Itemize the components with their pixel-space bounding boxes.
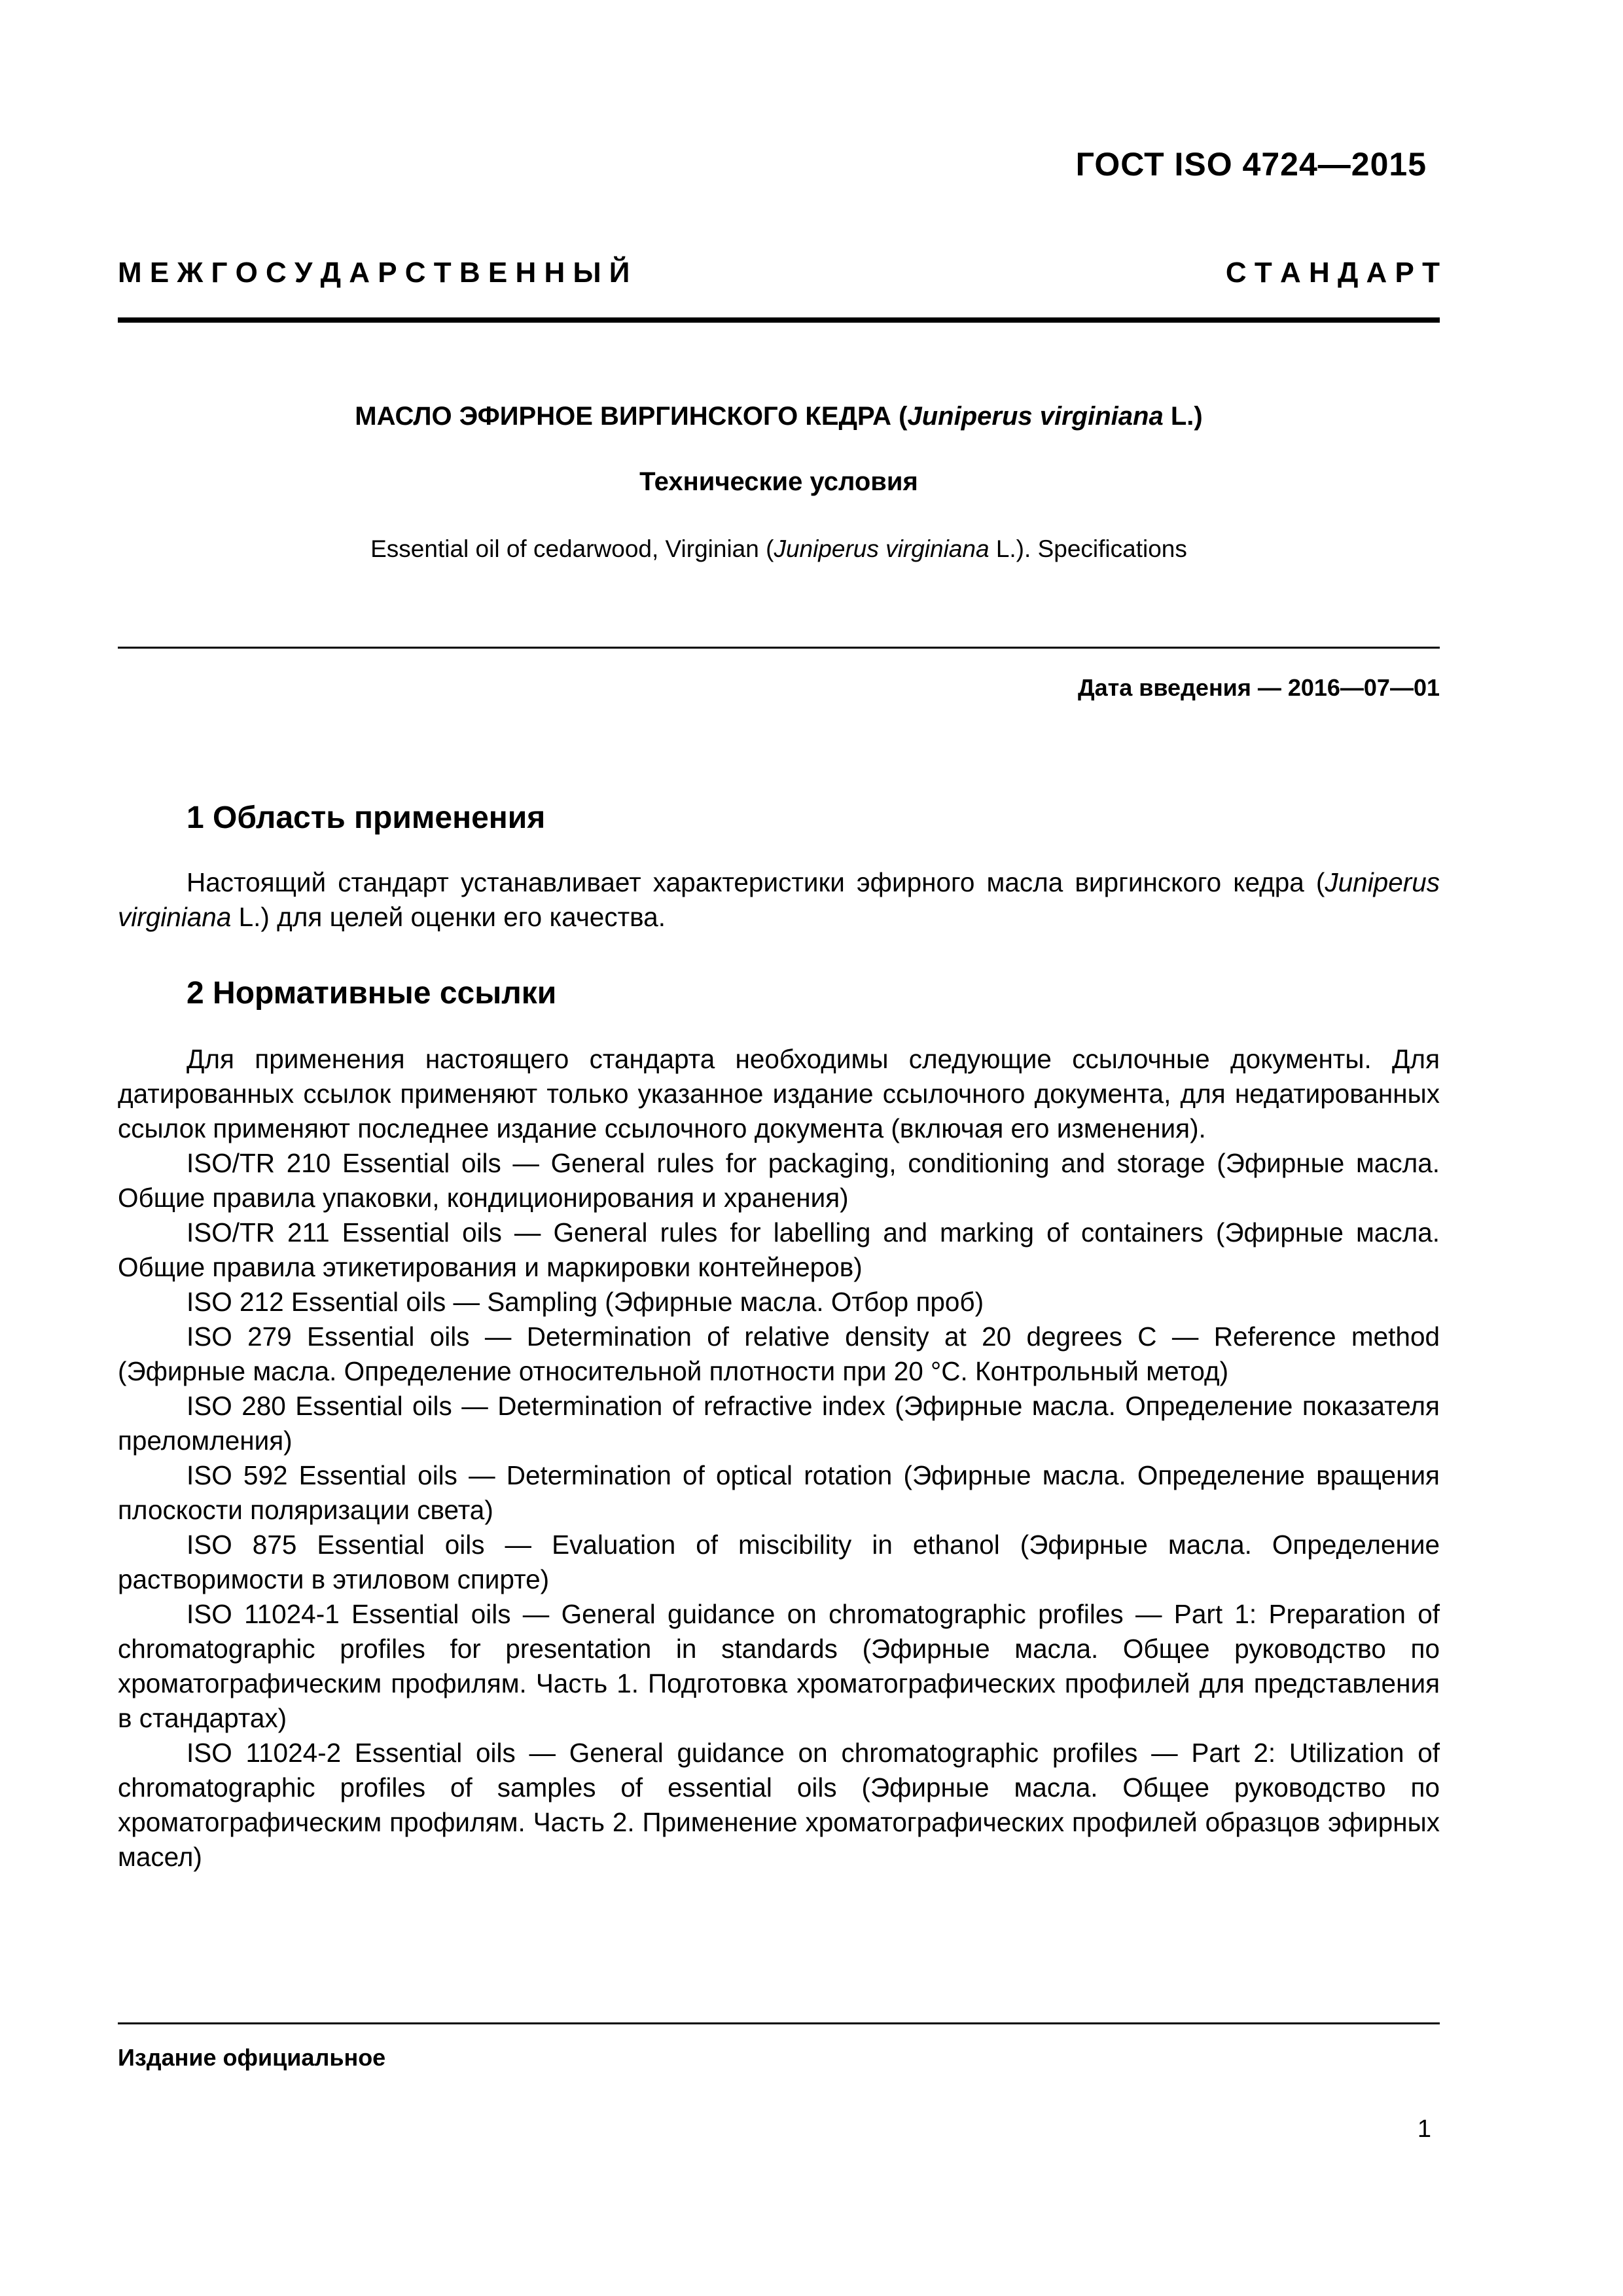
title-ru-main: МАСЛО ЭФИРНОЕ ВИРГИНСКОГО КЕДРА ( xyxy=(355,402,908,431)
standard-kind xyxy=(118,257,1440,289)
document-title-ru xyxy=(118,402,1440,431)
title-en-latin: Juniperus virginiana xyxy=(774,535,990,562)
section-1-paragraph: Настоящий стандарт устанавливает характеристики эфирного масла виргинского кедра (Juniperus virginiana L.) для целей оценки его качества. xyxy=(118,867,1440,932)
section-1-body xyxy=(118,865,1440,935)
title-divider xyxy=(118,647,1440,649)
section-2-body xyxy=(118,1042,1440,1874)
title-ru-suffix: L.) xyxy=(1163,402,1203,431)
section-2-intro: Для применения настоящего стандарта необходимы следующие ссылочные документы. Для датированных ссылок применяют только указанное издание ссылочного документа, для недатированных ссылок применяют последнее издание ссылочного документа (включая его изменения). xyxy=(118,1044,1440,1143)
reference-item: ISO/TR 210 Essential oils — General rules for packaging, conditioning and storage (Эфирные масла. Общие правила упаковки, кондиционирования и хранения) xyxy=(118,1148,1440,1213)
reference-item: ISO 875 Essential oils — Evaluation of miscibility in ethanol (Эфирные масла. Определение растворимости в этиловом спирте) xyxy=(118,1530,1440,1594)
page-number: 1 xyxy=(1417,2115,1431,2143)
reference-item: ISO 11024-1 Essential oils — General guidance on chromatographic profiles — Part 1: Preparation of chromatographic profiles for presentation in standards (Эфирные масла. Общее руководство по хроматографическим профилям. Часть 1. Подготовка хроматографических профилей для представления в стандартах) xyxy=(118,1599,1440,1733)
reference-item: ISO 279 Essential oils — Determination of relative density at 20 degrees C — Reference method (Эфирные масла. Определение относительной плотности при 20 °С. Контрольный метод) xyxy=(118,1321,1440,1386)
reference-item: ISO 11024-2 Essential oils — General guidance on chromatographic profiles — Part 2: Utilization of chromatographic profiles of samples of essential oils (Эфирные масла. Общее руководство по хроматографическим профилям. Часть 2. Применение хроматографических профилей образцов эфирных масел) xyxy=(118,1738,1440,1872)
introduction-date: Дата введения — 2016—07—01 xyxy=(1077,674,1440,701)
title-ru-latin: Juniperus virginiana xyxy=(907,402,1164,431)
footer-divider xyxy=(118,2022,1440,2024)
standard-kind-word-1: М Е Ж Г О С У Д А Р С Т В Е Н Н Ы Й xyxy=(118,257,630,289)
header-divider xyxy=(118,317,1440,323)
reference-item: ISO 280 Essential oils — Determination of refractive index (Эфирные масла. Определение показателя преломления) xyxy=(118,1391,1440,1456)
section-2-heading: 2 Нормативные ссылки xyxy=(187,976,557,1011)
reference-item: ISO/TR 211 Essential oils — General rules for labelling and marking of containers (Эфирные масла. Общие правила этикетирования и маркировки контейнеров) xyxy=(118,1217,1440,1282)
reference-item: ISO 212 Essential oils — Sampling (Эфирные масла. Отбор проб) xyxy=(187,1287,984,1317)
standard-code: ГОСТ ISO 4724—2015 xyxy=(1075,146,1427,183)
official-edition-label: Издание официальное xyxy=(118,2044,386,2071)
title-en-suffix: L.). Specifications xyxy=(989,535,1187,562)
reference-item: ISO 592 Essential oils — Determination of optical rotation (Эфирные масла. Определение вращения плоскости поляризации света) xyxy=(118,1460,1440,1525)
standard-kind-word-2: С Т А Н Д А Р Т xyxy=(1225,257,1440,289)
document-subtitle-ru: Технические условия xyxy=(639,467,918,496)
document-title-en xyxy=(118,535,1440,563)
title-en-prefix: Essential oil of cedarwood, Virginian ( xyxy=(370,535,774,562)
section-1-heading: 1 Область применения xyxy=(187,800,546,835)
